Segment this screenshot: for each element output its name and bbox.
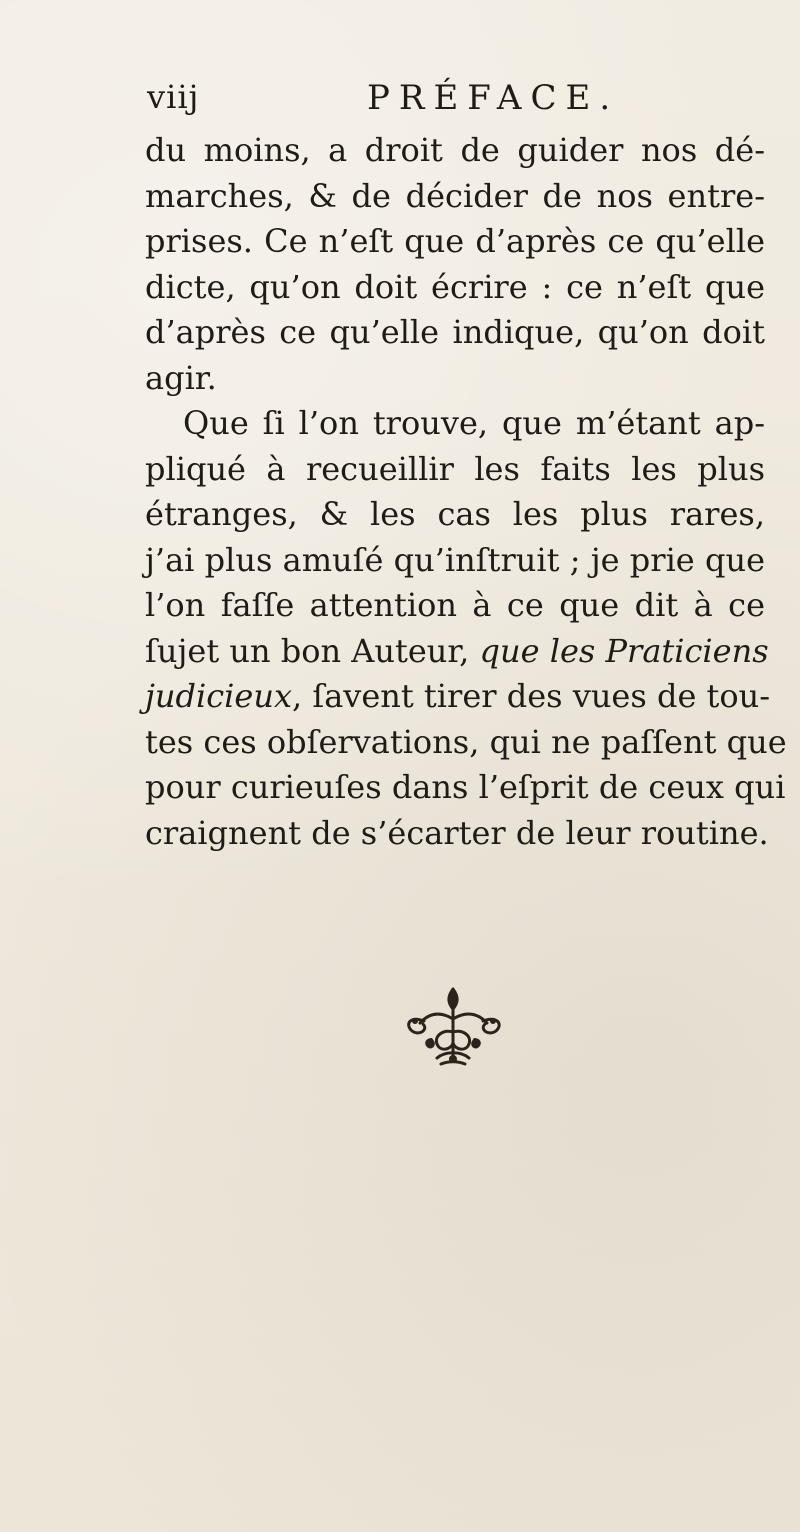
text-line: agir. <box>145 358 217 397</box>
text-line: l’on faſſe attention à ce que dit à ce <box>145 586 765 624</box>
page-number: viij <box>147 78 200 116</box>
text-line: du moins, a droit de guider nos dé- <box>145 131 765 169</box>
text-line: prises. Ce n’eſt que d’après ce qu’elle <box>145 222 765 260</box>
text-line: Que ſi l’on trouve, que m’étant ap- <box>183 404 765 442</box>
italic-quote: judicieux <box>145 677 292 715</box>
body-text <box>145 128 787 856</box>
text-fragment: , ſavent tirer des vues de tou- <box>292 677 771 715</box>
text-line: pliqué à recueillir les faits les plus <box>145 449 765 488</box>
text-line: pour curieuſes dans l’eſprit de ceux qui <box>145 768 786 806</box>
text-line: j’ai plus amuſé qu’inſtruit ; je prie que <box>145 540 765 579</box>
text-fragment: ſujet un bon Auteur, <box>145 631 480 670</box>
floral-tailpiece-icon <box>395 985 515 1071</box>
text-line: étranges, & les cas les plus rares, <box>145 495 765 533</box>
italic-quote: que les Praticiens <box>479 631 769 670</box>
text-line: marches, & de décider de nos entre- <box>145 176 765 215</box>
page-header <box>145 78 645 128</box>
text-line: d’après ce qu’elle indique, qu’on doit <box>145 313 765 351</box>
text-line: craignent de s’écarter de leur routine. <box>145 813 769 852</box>
text-line <box>145 629 769 675</box>
text-line: tes ces obſervations, qui ne paſſent que <box>145 722 787 761</box>
text-line <box>145 674 771 720</box>
text-line: dicte, qu’on doit écrire : ce n’eſt que <box>145 267 765 306</box>
running-title: PRÉFACE. <box>367 78 620 118</box>
